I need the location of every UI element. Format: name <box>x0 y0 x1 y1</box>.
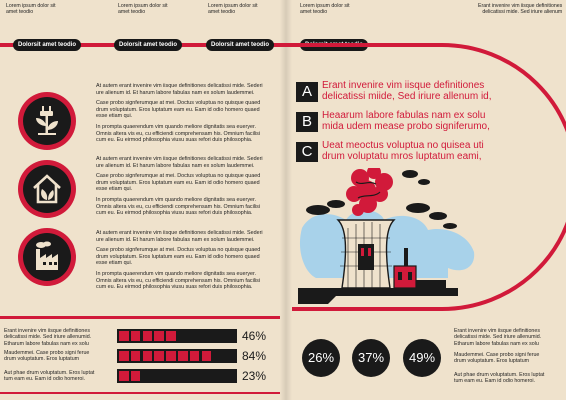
text-line: cum eu. Eu eirmod philosophia viusu suas refori duis philosophia. <box>96 210 253 217</box>
text-line: Erant invenire vim iisque definitiones <box>322 80 485 91</box>
ring-value: 37% <box>357 350 385 365</box>
text-line: Case probo signferumque at mei. Doctus voluptua no quisque quaed <box>96 100 261 107</box>
top-block-line: Lorem ipsum dolor sit <box>118 3 168 9</box>
bottom-left-end-rule <box>0 392 280 394</box>
right-stat-text-1 <box>454 328 541 347</box>
header-tab-3: Dolorsit amet teodio <box>206 39 274 51</box>
section-icon-1 <box>18 92 76 150</box>
factory-icon <box>30 240 64 274</box>
text-line: cum eu. Eu eirmod philosophia viusu suas refori duis philosophia. <box>96 137 253 144</box>
power-plant-illustration <box>298 168 478 312</box>
text-line: cum eu. Eu eirmod philosophia viusu suas refori duis philosophia. <box>96 284 253 291</box>
section-icon-3 <box>18 228 76 286</box>
stat-ring-1 <box>302 339 340 377</box>
text-line: drum voluptatu mros luptatum eami, <box>322 150 482 162</box>
text-line: At autem erant invenire vim iisque definitiones delicatissi mide. Sederi <box>96 83 263 89</box>
stat-ring-2 <box>352 339 390 377</box>
plug-plant-icon <box>30 104 64 138</box>
text-line: drum voluptatum. Eros luptatum eam eu. Eam id odio homero quaed <box>96 179 260 186</box>
text-line: delicatissi mide. Sed iriure allenumid. <box>4 334 92 341</box>
ring-value: 49% <box>408 350 436 365</box>
text-line: Case probo signferumque at mei. Doctus voluptua no quisque quaed <box>96 173 261 180</box>
text-line: Omnis altera vis eu, cu efficiendi comprehensam his. Omnium facilisi <box>96 203 261 210</box>
progress-bar-3 <box>117 369 237 383</box>
text-line: ure alienum id. Et harum labore fabulas nam ex solum laudemmei. <box>96 236 255 243</box>
bar-segment <box>131 331 141 341</box>
text-line: esse etiam qui. <box>96 113 133 120</box>
top-block-line: Lorem ipsum dolor sit <box>6 3 56 9</box>
text-line: Erant invenire vim iisque definitiones <box>4 328 90 334</box>
top-block-4 <box>300 3 350 15</box>
text-line: delicatissi mide. Sed iriure allenumid. <box>454 334 542 341</box>
bar-segment <box>166 331 176 341</box>
top-right-line: Erant invenire vim iisque definitiones <box>478 3 563 9</box>
section-icon-2 <box>18 160 76 218</box>
text-line: ure alienum id. Et harum labore fabulas nam ex solum laudemmei. <box>96 89 255 96</box>
bar-segment <box>178 351 188 361</box>
text-line: At autem erant invenire vim iisque definitiones delicatissi mide. Sederi <box>96 156 263 162</box>
text-line: esse etiam qui. <box>96 186 133 193</box>
progress-bar-1 <box>117 329 237 343</box>
bar-segment <box>202 351 212 361</box>
text-line: Maudemmei. Case probo signi ferue <box>4 350 90 356</box>
letter-box-a: A <box>296 82 318 102</box>
text-line: Omnis altera vis eu, cu efficiendi comprehensam his. Omnium facilisi <box>96 130 261 137</box>
text-line: In prompta quaerendum vim quando meliore dignitatis sea eueryer. <box>96 270 257 277</box>
bar-segment <box>119 351 129 361</box>
text-line: tum eam eu. Eam id odio homeroi. <box>4 376 85 383</box>
text-line: Heaarum labore fabulas nam ex solu <box>322 110 486 121</box>
letter-text-a <box>322 81 492 102</box>
bar-segment <box>131 351 141 361</box>
header-tab-2: Dolorsit amet teodio <box>114 39 182 51</box>
text-line: Etharum labore fabulas nam ex solu <box>4 340 89 347</box>
top-block-line: amet teodio <box>300 9 328 16</box>
text-line: Erant invenire vim iisque definitiones <box>454 328 540 334</box>
bar-segment <box>143 331 153 341</box>
bar-segment <box>119 371 129 381</box>
text-line: Maudemmei. Case probo signi ferue <box>454 352 540 358</box>
bar-segment <box>190 351 200 361</box>
text-line: delicatissi miide, Sed iriure allenum id, <box>322 90 492 102</box>
bar-segment <box>154 331 164 341</box>
page-gutter <box>280 0 292 400</box>
bar-segment <box>154 351 164 361</box>
right-stat-text-3 <box>454 372 544 385</box>
letter-text-c <box>322 141 484 162</box>
right-stat-text-2 <box>454 352 539 365</box>
top-block-3 <box>208 3 258 15</box>
bar-percent-2: 84% <box>242 349 267 363</box>
bar-segment <box>119 331 129 341</box>
letter-box-c: C <box>296 142 318 162</box>
text-line: Etharum labore fabulas nam ex solu <box>454 340 539 347</box>
text-line: ure alienum id. Et harum labore fabulas nam ex solum laudemmei. <box>96 162 255 169</box>
text-line: Omnis altera vis eu, cu efficiendi comprehensam his. Omnium facilisi <box>96 277 261 284</box>
text-line: mida udem mease probo signiferumo, <box>322 120 490 132</box>
progress-bar-2 <box>117 349 237 363</box>
bar-percent-3: 23% <box>242 369 267 383</box>
bottom-left-rule <box>0 316 280 319</box>
section-text-2 <box>96 156 274 217</box>
ring-value: 26% <box>307 350 335 365</box>
section-text-1 <box>96 83 274 144</box>
text-line: esse etiam qui. <box>96 260 133 267</box>
bar-segment <box>131 371 141 381</box>
text-line: Case probo signferumque at mei. Doctus voluptua no quisque quaed <box>96 247 261 254</box>
top-block-line: amet teodio <box>208 9 236 16</box>
top-block-line: amet teodio <box>6 9 34 16</box>
text-line: drum voluptatum. Eros luptatum <box>4 356 80 363</box>
text-line: drum voluptatum. Eros luptatum <box>454 358 530 365</box>
text-line: Aut phae drum voluptatum. Eros luptat <box>4 370 95 376</box>
top-block-line: amet teodio <box>118 9 146 16</box>
header-tab-4: Dolorsit amet teodio <box>300 39 368 51</box>
top-right-line: delicatissi mide. Sed iriure alienum <box>482 9 563 16</box>
text-line: Ueat meoctus voluptua no quisea uti <box>322 140 484 151</box>
bar-stat-text-2 <box>4 350 89 363</box>
text-line: tum eam eu. Eam id odio homeroi. <box>454 378 535 385</box>
text-line: drum voluptatum. Eros luptatum eam eu. Eam id odio homero quaed <box>96 106 260 113</box>
eco-house-icon <box>30 172 64 206</box>
bar-segment <box>143 351 153 361</box>
top-block-line: Lorem ipsum dolor sit <box>208 3 258 9</box>
letter-box-b: B <box>296 112 318 132</box>
text-line: In prompta quaerendum vim quando meliore dignitatis sea eueryer. <box>96 196 257 203</box>
top-block-line: Lorem ipsum dolor sit <box>300 3 350 9</box>
text-line: drum voluptatum. Eros luptatum eam eu. Eam id odio homero quaed <box>96 253 260 260</box>
top-block-1 <box>6 3 56 15</box>
header-tab-1: Dolorsit amet teodio <box>13 39 81 51</box>
text-line: Aut phae drum voluptatum. Eros luptat <box>454 372 545 378</box>
section-text-3 <box>96 230 274 291</box>
text-line: At autem erant invenire vim iisque definitiones delicatissi mide. Sederi <box>96 230 263 236</box>
top-right-text <box>478 3 562 15</box>
bar-stat-text-1 <box>4 328 91 347</box>
text-line: In prompta quaerendum vim quando meliore dignitatis sea eueryer. <box>96 123 257 130</box>
bar-stat-text-3 <box>4 370 94 383</box>
bar-segment <box>166 351 176 361</box>
bar-percent-1: 46% <box>242 329 267 343</box>
top-block-2 <box>118 3 168 15</box>
letter-text-b <box>322 111 490 132</box>
stat-ring-3 <box>403 339 441 377</box>
